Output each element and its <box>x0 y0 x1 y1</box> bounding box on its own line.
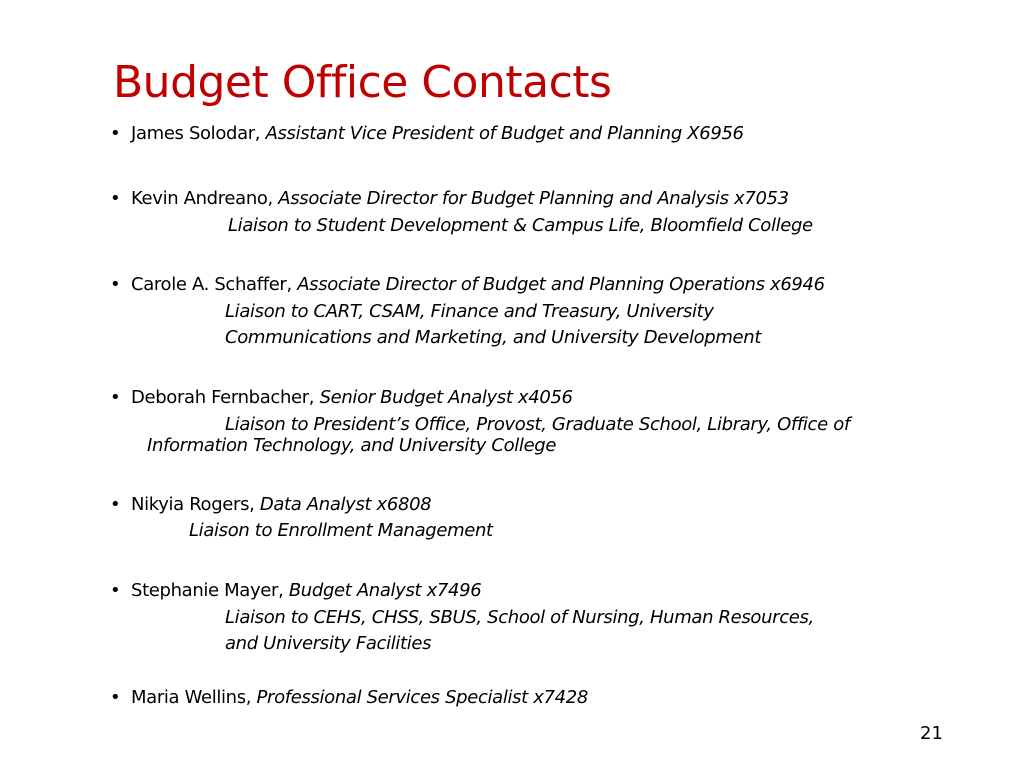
contact-role: Data Analyst x6808 <box>259 494 432 515</box>
liaison-line: Liaison to Enrollment Management <box>189 520 493 541</box>
contact-name: Deborah Fernbacher, <box>131 387 315 408</box>
bullet-marker: • <box>110 274 121 295</box>
contact-name: Nikyia Rogers, <box>131 494 255 515</box>
bullet-marker: • <box>110 123 121 144</box>
liaison-line: Liaison to President’s Office, Provost, Graduate School, Library, Office of <box>225 414 850 435</box>
bullet-marker: • <box>110 387 121 408</box>
contact-role: Professional Services Specialist x7428 <box>256 687 588 708</box>
contact-line <box>131 387 573 409</box>
liaison-line: Information Technology, and University College <box>147 435 557 456</box>
contact-name: Stephanie Mayer, <box>131 580 284 601</box>
contact-role: Assistant Vice President of Budget and Planning X6956 <box>265 123 744 144</box>
bullet-marker: • <box>110 494 121 515</box>
liaison-line: Liaison to CEHS, CHSS, SBUS, School of Nursing, Human Resources, <box>225 607 814 628</box>
page-title: Budget Office Contacts <box>113 57 612 108</box>
contact-line <box>131 274 825 296</box>
liaison-line: and University Facilities <box>225 633 432 654</box>
contact-line <box>131 687 588 709</box>
contact-role: Associate Director of Budget and Planning Operations x6946 <box>297 274 825 295</box>
contact-name: Kevin Andreano, <box>131 188 273 209</box>
liaison-line: Communications and Marketing, and University Development <box>225 327 762 348</box>
bullet-marker: • <box>110 188 121 209</box>
contact-name: Maria Wellins, <box>131 687 252 708</box>
contact-line <box>131 494 431 516</box>
contact-role: Senior Budget Analyst x4056 <box>319 387 573 408</box>
contact-role: Budget Analyst x7496 <box>288 580 482 601</box>
contact-role: Associate Director for Budget Planning and Analysis x7053 <box>278 188 789 209</box>
liaison-line: Liaison to Student Development & Campus Life, Bloomfield College <box>228 215 813 236</box>
contact-line <box>131 580 481 602</box>
contact-line <box>131 188 789 210</box>
contact-line <box>131 123 744 145</box>
liaison-line: Liaison to CART, CSAM, Finance and Treasury, University <box>225 301 714 322</box>
bullet-marker: • <box>110 687 121 708</box>
bullet-marker: • <box>110 580 121 601</box>
contact-name: James Solodar, <box>131 123 261 144</box>
contact-name: Carole A. Schaffer, <box>131 274 292 295</box>
page-number: 21 <box>920 723 943 744</box>
